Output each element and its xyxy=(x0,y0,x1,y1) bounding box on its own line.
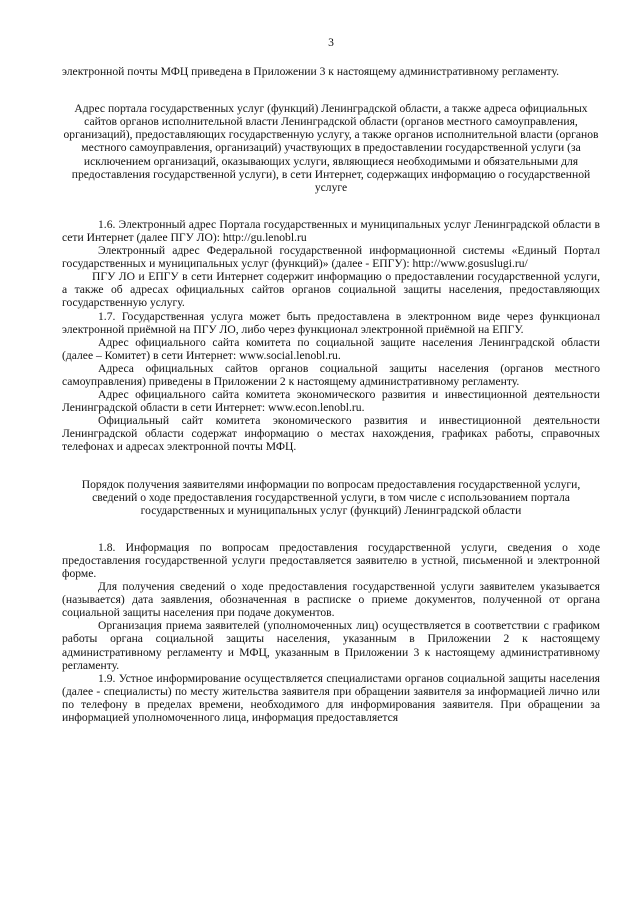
paragraph-econ-site: Адрес официального сайта комитета экономического развития и инвестиционной деятельности Ленинградской области в сети Интернет: www.econ.lenobl.ru. xyxy=(62,388,600,415)
paragraph-local-sites: Адреса официальных сайтов органов социальной защиты населения (органов местного самоуправления) приведены в Приложении 2 к настоящему административному регламенту. xyxy=(62,361,600,388)
paragraph-1-9: 1.9. Устное информирование осуществляется специалистами органов социальной защиты населения (далее - специалисты) по месту жительства заявителя при обращении заявителя за информацией лично или по телефону в пределах времени, необходимого для информирования заявителя. При обращении за информацией уполномоченного лица, информация предоставляется xyxy=(62,671,600,725)
paragraph-committee-site: Адрес официального сайта комитета по социальной защите населения Ленинградской области (далее – Комитет) в сети Интернет: www.social.lenobl.ru. xyxy=(62,335,600,362)
paragraph-progress: Для получения сведений о ходе предоставления государственной услуги заявителем указывается (называется) дата заявления, обозначенная в расписке о приеме документов, полученной от органа социальной защиты населения при подаче документов. xyxy=(62,580,600,620)
paragraph-econ-info: Официальный сайт комитета экономического развития и инвестиционной деятельности Ленинградской области содержат информацию о местах нахождения, графиках работы, справочных телефонах и адресах электронной почты МФЦ. xyxy=(62,414,600,454)
section-heading-procedure: Порядок получения заявителями информации по вопросам предоставления государственной услуги, сведений о ходе предоставления государственной услуги, в том числе с использованием портала государственных и муниципальных услуг (функций) Ленинградской области xyxy=(81,477,581,517)
paragraph-reception: Организация приема заявителей (уполномоченных лиц) осуществляется в соответствии с графиком работы органа социальной защиты населения, указанным в Приложении 2 к настоящему административному регламенту и МФЦ, указанным в Приложении 3 к настоящему административному регламенту. xyxy=(62,619,600,672)
paragraph-1-8: 1.8. Информация по вопросам предоставления государственной услуги, сведения о ходе предоставления государственной услуги предоставляется заявителю в устной, письменной и электронной форме. xyxy=(62,540,600,580)
paragraph-1-6: 1.6. Электронный адрес Портала государственных и муниципальных услуг Ленинградской области в сети Интернет (далее ПГУ ЛО): http://gu.lenobl.ru xyxy=(62,217,600,244)
paragraph-epgu: Электронный адрес Федеральной государственной информационной системы «Единый Портал государственных и муниципальных услуг (функций)» (далее - ЕПГУ): http://www.gosuslugi.ru/ xyxy=(62,244,600,271)
paragraph-pgu-epgu: ПГУ ЛО и ЕПГУ в сети Интернет содержит информацию о предоставлении государственной услуги, а также об адресах официальных сайтов органов социальной защиты населения, предоставляющих государственную услугу. xyxy=(62,270,600,310)
section-heading-addresses: Адрес портала государственных услуг (функций) Ленинградской области, а также адреса официальных сайтов органов исполнительной власти Ленинградской области (органов местного самоуправления, организаций), предоставляющих государственную услугу, а также органов исполнительной власти (органов местного самоуправления, организаций) участвующих в предоставлении государственной услуги (за исключением организаций, оказывающих услуги, являющиеся необходимыми и обязательными для предоставления государственной услуги), в сети Интернет, содержащих информацию о государственной услуге xyxy=(63,102,599,194)
page-number: 3 xyxy=(328,36,334,49)
paragraph-intro: электронной почты МФЦ приведена в Приложении 3 к настоящему административному регламенту. xyxy=(62,65,559,79)
paragraph-1-7: 1.7. Государственная услуга может быть предоставлена в электронном виде через функционал электронной приёмной на ПГУ ЛО, либо через функционал электронной приёмной на ЕПГУ. xyxy=(62,309,600,336)
